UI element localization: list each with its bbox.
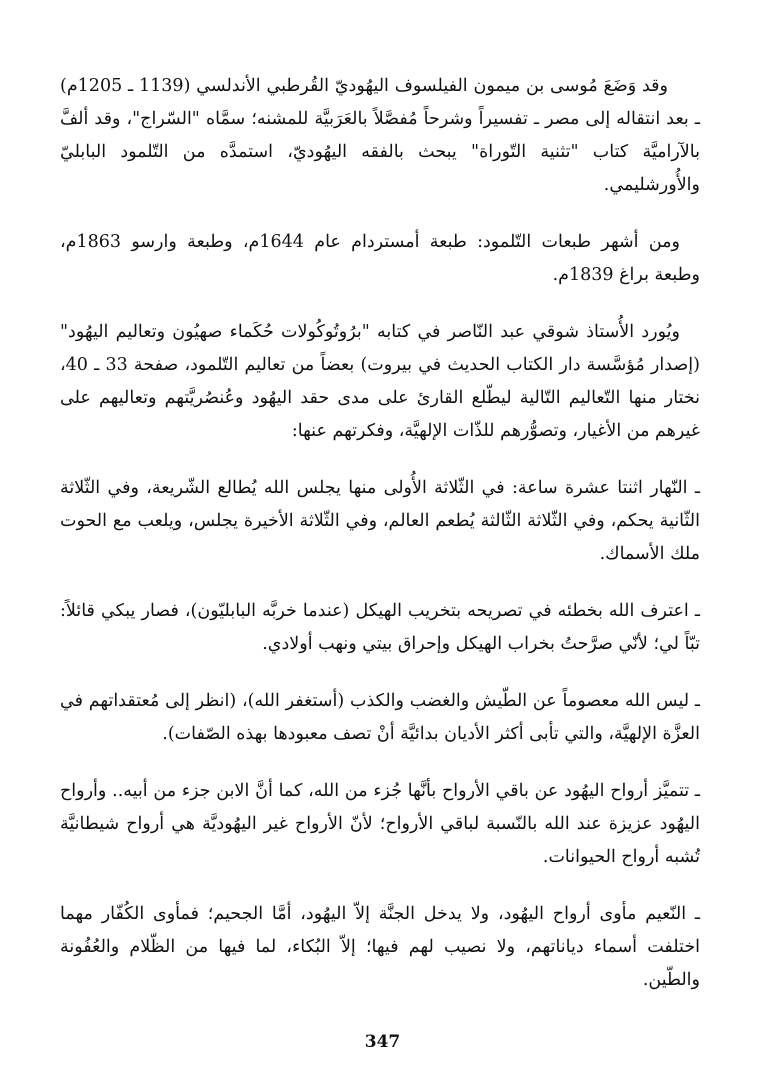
- page-number: 347: [364, 1032, 401, 1052]
- paragraph-teaching-temple: ـ اعترف الله بخطئه في تصريحه بتخريب الهيكل (عندما خربَّه البابليّون)، فصار يبكي قائلاً: تبّاً لي؛ لأنّي صرَّحتُ بخراب الهيكل وإحراق بيتي ونهب أولادي.: [60, 601, 700, 654]
- paragraph-teaching-day-hours: ـ النّهار اثنتا عشرة ساعة: في الثّلاثة الأُولى منها يجلس الله يُطالع الشّريعة، وفي الثّلاثة الثّانية يحكم، وفي الثّلاثة الثّالثة يُطعم العالم، وفي الثّلاثة الأخيرة يجلس، ويلعب مع الحوت ملك الأسماك.: [60, 478, 700, 564]
- paragraph-intro-teachings: ويُورد الأُستاذ شوقي عبد النّاصر في كتابه "برُوتُوكُولات حُكَماء صهيُون وتعاليم اليهُود" (إصدار مُؤسَّسة دار الكتاب الحديث في بيروت) بعضاً من تعاليم التّلمود، صفحة 33 ـ 40، نختار منها التّعاليم التّالية ليطّلع القارئ على مدى حقد اليهُود وعُنصُريَّتهم وتعاليهم على غيرهم من الأغيار، وتصوُّرهم للذّات الإلهيَّة، وفكرتهم عنها:: [60, 322, 700, 441]
- paragraph-teaching-souls: ـ تتميَّز أرواح اليهُود عن باقي الأرواح بأنَّها جُزء من الله، كما أنَّ الابن جزء من أبيه.. وأرواح اليهُود عزيزة عند الله بالنّسبة لباقي الأرواح؛ لأنّ الأرواح غير اليهُوديَّة هي أرواح شيطانيَّة تُشبه أرواح الحيوانات.: [60, 781, 700, 867]
- paragraph-maimonides: وقد وَضَعَ مُوسى بن ميمون الفيلسوف اليهُوديّ القُرطبي الأندلسي (1139 ـ 1205م) ـ بعد انتقاله إلى مصر ـ تفسيراً وشرحاً مُفصَّلاً بالعَرَبيَّة للمشنه؛ سمَّاه "السّراج"، وقد ألفَّ بالآراميَّة كتاب "تثنية التّوراة" يبحث بالفقه اليهُوديّ، استمدَّه من التّلمود البابليّ والأُورشليمي.: [60, 76, 700, 195]
- paragraph-teaching-infallibility: ـ ليس الله معصوماً عن الطّيش والغضب والكذب (أستغفر الله)، (انظر إلى مُعتقداتهم في العزَّة الإلهيَّة، والتي تأبى أكثر الأديان بدائيَّة أنْ تصف معبودها بهذه الصّفات).: [60, 691, 700, 744]
- paragraph-teaching-paradise: ـ النّعيم مأوى أرواح اليهُود، ولا يدخل الجنَّة إلاّ اليهُود، أمَّا الجحيم؛ فمأوى الكُفّار مهما اختلفت أسماء دياناتهم، ولا نصيب لهم فيها؛ إلاّ البُكاء، لما فيها من الظّلام والعُفُونة والطّين.: [60, 904, 700, 990]
- document-page: [60, 70, 700, 1030]
- paragraph-talmud-editions: ومن أشهر طبعات التّلمود: طبعة أمستردام عام 1644م، وطبعة وارسو 1863م، وطبعة براغ 1839م.: [60, 232, 700, 285]
